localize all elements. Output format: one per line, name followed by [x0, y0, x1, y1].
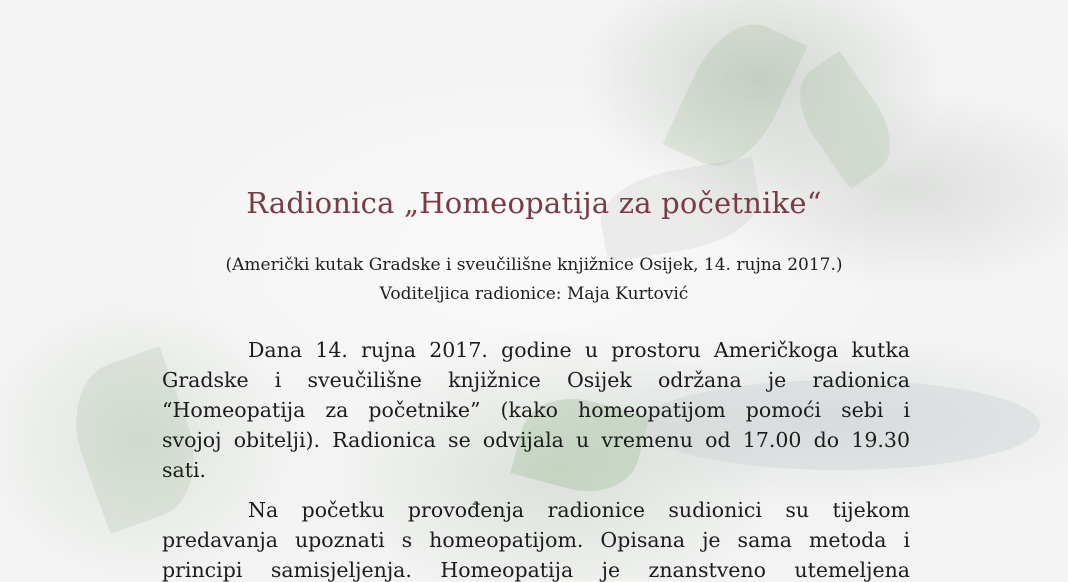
paragraph-line: sati.	[162, 458, 207, 482]
paragraph-line: predavanja upoznati s homeopatijom. Opisana je sama metoda i	[162, 528, 910, 552]
paragraph-line: Dana 14. rujna 2017. godine u prostoru Američkoga kutka	[248, 338, 910, 362]
document-author-line: Voditeljica radionice: Maja Kurtović	[379, 284, 689, 304]
paragraph-line: svojoj obitelji). Radionica se odvijala u vremenu od 17.00 do 19.30	[162, 428, 910, 452]
document-title: Radionica „Homeopatija za početnike“	[246, 186, 822, 220]
paragraph-line: Gradske i sveučilišne knjižnice Osijek održana je radionica	[162, 368, 910, 392]
paragraph-line: “Homeopatija za početnike” (kako homeopatijom pomoći sebi i	[162, 398, 910, 422]
document-subtitle: (Američki kutak Gradske i sveučilišne knjižnice Osijek, 14. rujna 2017.)	[225, 255, 843, 275]
paragraph-line: principi samisjeljenja. Homeopatija je znanstveno utemeljena	[162, 558, 910, 582]
paragraph-line: Na početku provođenja radionice sudionici su tijekom	[248, 498, 910, 522]
